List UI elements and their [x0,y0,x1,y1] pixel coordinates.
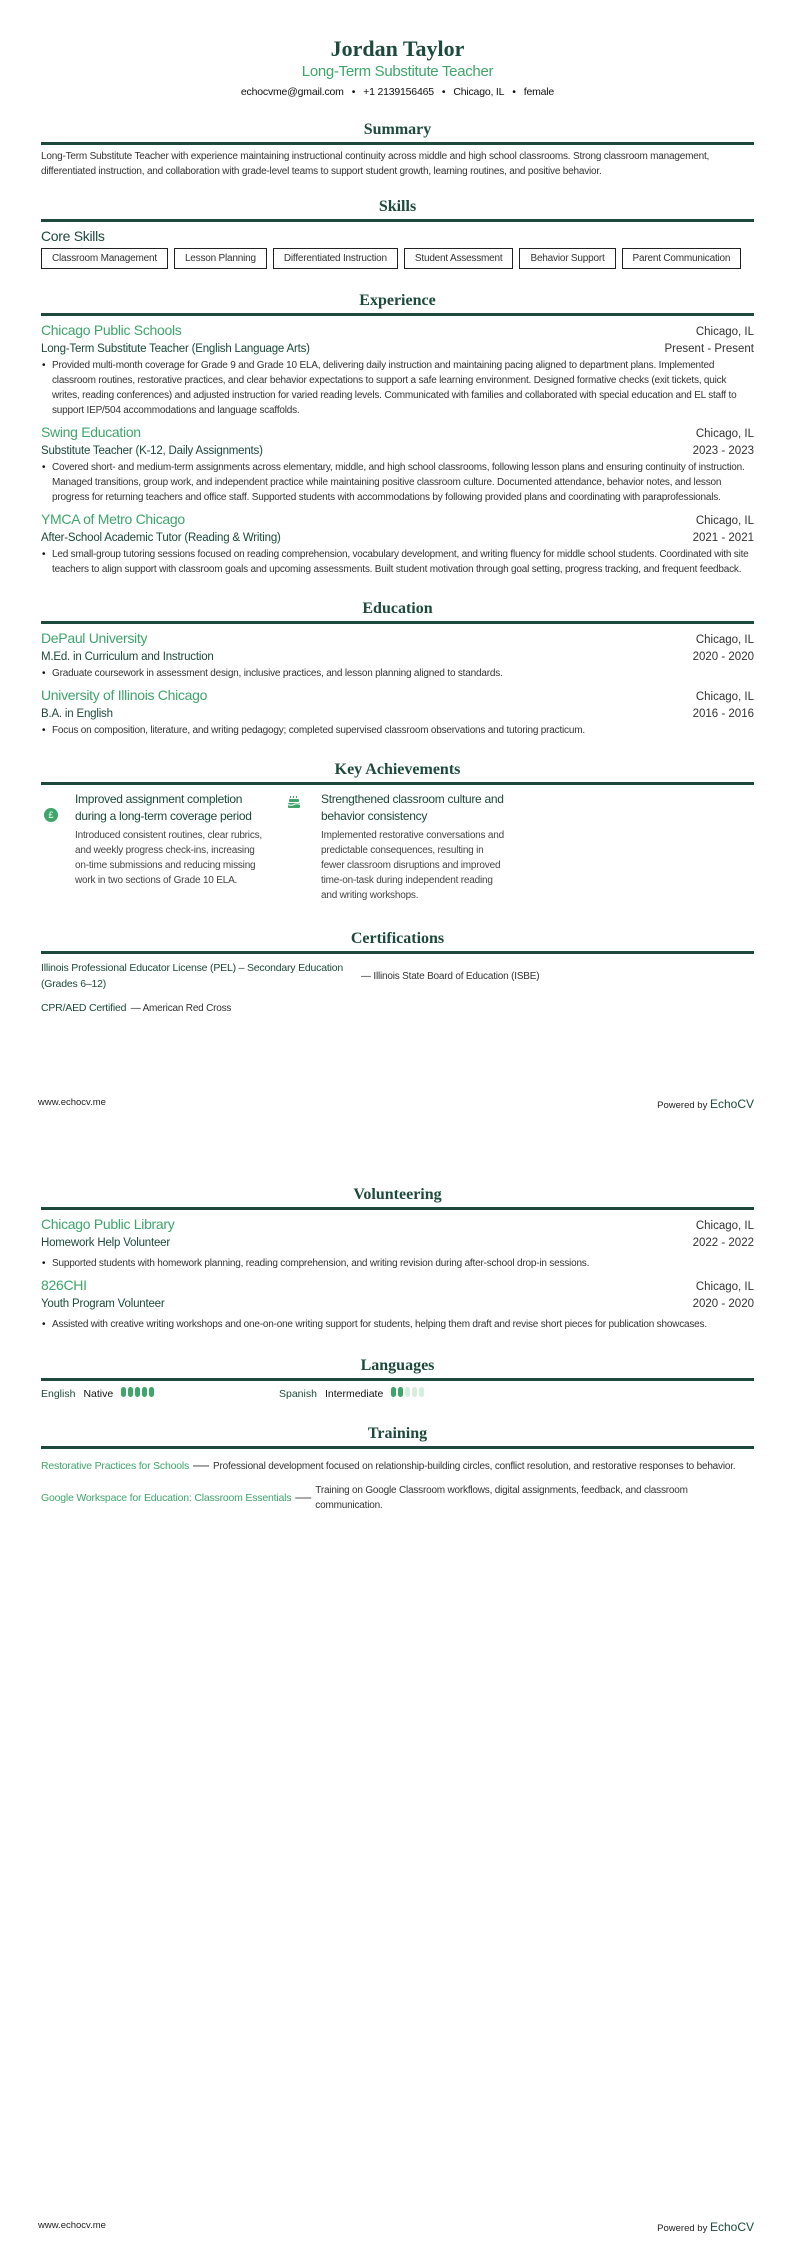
education-entry [41,685,754,738]
achievement-title: Improved assignment completion during a long-term coverage period [75,792,252,823]
separator-dot: • [441,86,446,98]
separator-dot: • [512,86,516,98]
section-heading-training: Training [41,1424,754,1449]
brand-logo[interactable]: EchoCV [709,2220,754,2234]
section-heading-experience: Experience [41,291,754,316]
proficiency-pip [405,1387,410,1397]
entry-location: Chicago, IL [695,428,754,440]
degree: B.A. in English [41,708,113,720]
entry-date: 2023 - 2023 [692,445,754,457]
training-item [41,1483,754,1513]
language-level: Native [83,1387,114,1400]
skill-tag: Parent Communication [622,248,742,269]
training-name: Restorative Practices for Schools [41,1460,190,1472]
section-heading-summary: Summary [41,120,754,145]
volunteer-entry [41,1214,754,1271]
entry-location: Chicago, IL [695,691,754,703]
training-item [41,1457,754,1475]
separator-dot: • [351,86,356,98]
powered-by-label: Powered by [657,1100,708,1111]
certifications-list [41,960,754,1016]
proficiency-pip [419,1387,424,1397]
training-description: Training on Google Classroom workflows, digital assignments, feedback, and classroom communication. [315,1485,688,1511]
skill-tag: Student Assessment [404,248,514,269]
certification-issuer: — Illinois State Board of Education (ISBE) [361,970,540,982]
certification-name: Illinois Professional Educator License (PEL) – Secondary Education (Grades 6–12) [41,962,343,990]
brand-logo[interactable]: EchoCV [709,1097,754,1111]
contact-line [41,86,754,98]
proficiency-pip [142,1387,147,1397]
job-role: Substitute Teacher (K-12, Daily Assignments) [41,445,263,457]
language-name: Spanish [279,1387,317,1400]
proficiency-pip [391,1387,396,1397]
section-heading-volunteering: Volunteering [41,1185,754,1210]
experience-entry [41,320,754,418]
gender: female [523,86,555,98]
training-name: Google Workspace for Education: Classroom Essentials [41,1492,292,1504]
language-proficiency-meter [121,1387,156,1400]
experience-entry [41,422,754,505]
page-footer [38,2220,754,2234]
entry-location: Chicago, IL [695,634,754,646]
degree: M.Ed. in Curriculum and Instruction [41,651,214,663]
entry-date: 2016 - 2016 [692,708,754,720]
entry-bullet: • Focus on composition, literature, and writing pedagogy; completed supervised classroom observations and tutoring practicum. [41,723,754,738]
company-name: Chicago Public Schools [41,322,182,338]
entry-location: Chicago, IL [695,326,754,338]
job-role: After-School Academic Tutor (Reading & Writing) [41,532,281,544]
section-heading-skills: Skills [41,197,754,222]
entry-bullet: • Graduate coursework in assessment design, inclusive practices, and lesson planning aligned to standards. [41,666,754,681]
entry-location: Chicago, IL [695,1281,754,1293]
powered-by-label: Powered by [657,2223,708,2234]
school-name: University of Illinois Chicago [41,687,208,703]
entry-date: 2020 - 2020 [692,1298,754,1310]
skill-tag: Classroom Management [41,248,168,269]
organization-name: 826CHI [41,1277,87,1293]
proficiency-pip [412,1387,417,1397]
entry-bullet: • Supported students with homework planning, reading comprehension, and writing revision during after-school drop-in sessions. [41,1256,754,1271]
section-heading-certifications: Certifications [41,929,754,954]
skill-tag: Behavior Support [519,248,615,269]
job-role: Long-Term Substitute Teacher (English Language Arts) [41,343,310,355]
school-name: DePaul University [41,630,148,646]
skill-tag: Lesson Planning [174,248,267,269]
company-name: YMCA of Metro Chicago [41,511,185,527]
dash-separator: — [193,1457,210,1474]
skill-tags [41,248,754,269]
organization-name: Chicago Public Library [41,1216,175,1232]
language-name: English [41,1387,76,1400]
section-heading-languages: Languages [41,1356,754,1381]
language-proficiency-meter [391,1387,426,1400]
entry-bullet: • Led small-group tutoring sessions focused on reading comprehension, vocabulary development, and writing fluency for middle school students. Coordinated with site teachers to align support with classroom goals and upcoming assessments. Built student motivation through goal setting, progress tracking, and frequent feedback. [41,547,754,577]
location: Chicago, IL [453,86,505,98]
skill-group-title: Core Skills [41,228,105,244]
section-heading-achievements: Key Achievements [41,760,754,785]
entry-location: Chicago, IL [695,515,754,527]
entry-bullet: • Assisted with creative writing workshops and one-on-one writing support for students, helping them draft and revise short pieces for publication showcases. [41,1317,754,1332]
section-heading-education: Education [41,599,754,624]
birthday-cake-icon [287,798,301,812]
entry-bullet: • Covered short- and medium-term assignments across elementary, middle, and high school classrooms, following lesson plans and ensuring continuity of instruction. Managed transitions, group work, and independent practice while maintaining positive classroom culture. Documented attendance, behavior notes, and lesson progress for returning teachers and office staff. Supported students with accommodations by following provided plans and coordinating with paraprofessionals. [41,460,754,505]
achievement-description: Introduced consistent routines, clear rubrics, and weekly progress check-ins, increasing on-time submissions and reducing missing work in two sections of Grade 10 ELA. [75,830,263,886]
volunteer-role: Homework Help Volunteer [41,1237,170,1249]
email[interactable]: echocvme@gmail.com [240,86,344,98]
entry-date: 2021 - 2021 [692,532,754,544]
language-level: Intermediate [324,1387,384,1400]
dash-separator: — [295,1489,312,1506]
languages-list [41,1387,754,1400]
certification-name: CPR/AED Certified [41,1002,127,1014]
footer-site-link[interactable]: www.echocv.me [38,2220,106,2231]
footer-site-link[interactable]: www.echocv.me [38,1097,106,1108]
achievement-title: Strengthened classroom culture and behavior consistency [321,792,504,823]
page-footer [38,1097,754,1111]
entry-location: Chicago, IL [695,1220,754,1232]
achievement-item [287,791,527,903]
entry-bullet: • Provided multi-month coverage for Grade 9 and Grade 10 ELA, delivering daily instruction and maintaining pacing aligned to department plans. Implemented classroom routines, restorative practices, and clear behavior expectations to support a safe learning environment. Designed formative checks (exit tickets, quick writes, reading conferences) and adjusted instruction for varied reading levels. Communicated with families and collaborated with special education and EL staff to support IEP/504 accommodations and language scaffolds. [41,358,754,418]
language-item [279,1387,517,1400]
experience-list [41,320,754,577]
powered-by [657,1097,754,1111]
entry-date: Present - Present [664,343,754,355]
phone[interactable]: +1 2139156465 [363,86,434,98]
entry-date: 2022 - 2022 [692,1237,754,1249]
achievements-list [41,791,754,903]
education-entry [41,628,754,681]
candidate-name: Jordan Taylor [330,36,465,61]
powered-by [657,2220,754,2234]
company-name: Swing Education [41,424,141,440]
language-item [41,1387,279,1400]
training-description: Professional development focused on relationship-building circles, conflict resolution, and restorative responses to behavior. [213,1460,736,1472]
skill-tag: Differentiated Instruction [273,248,398,269]
pound-sign-icon: £ [44,808,58,822]
certification-item [41,998,361,1016]
achievement-item [41,791,281,903]
proficiency-pip [135,1387,140,1397]
volunteer-role: Youth Program Volunteer [41,1298,165,1310]
experience-entry [41,509,754,577]
proficiency-pip [149,1387,154,1397]
entry-date: 2020 - 2020 [692,651,754,663]
proficiency-pip [398,1387,403,1397]
proficiency-pip [121,1387,126,1397]
proficiency-pip [128,1387,133,1397]
summary-text: Long-Term Substitute Teacher with experience maintaining instructional continuity across middle and high school classrooms. Strong classroom management, differentiated instruction, and collaboration with grade-level teams to support student growth, learning routines, and positive behavior. [41,151,710,177]
resume-page-2 [0,1123,794,2246]
certification-issuer: — American Red Cross [130,1003,232,1014]
achievement-description: Implemented restorative conversations and predictable consequences, resulting in fewer classroom disruptions and improved time-on-task during independent reading and writing workshops. [321,830,505,901]
volunteer-entry [41,1275,754,1332]
candidate-title: Long-Term Substitute Teacher [301,63,494,80]
